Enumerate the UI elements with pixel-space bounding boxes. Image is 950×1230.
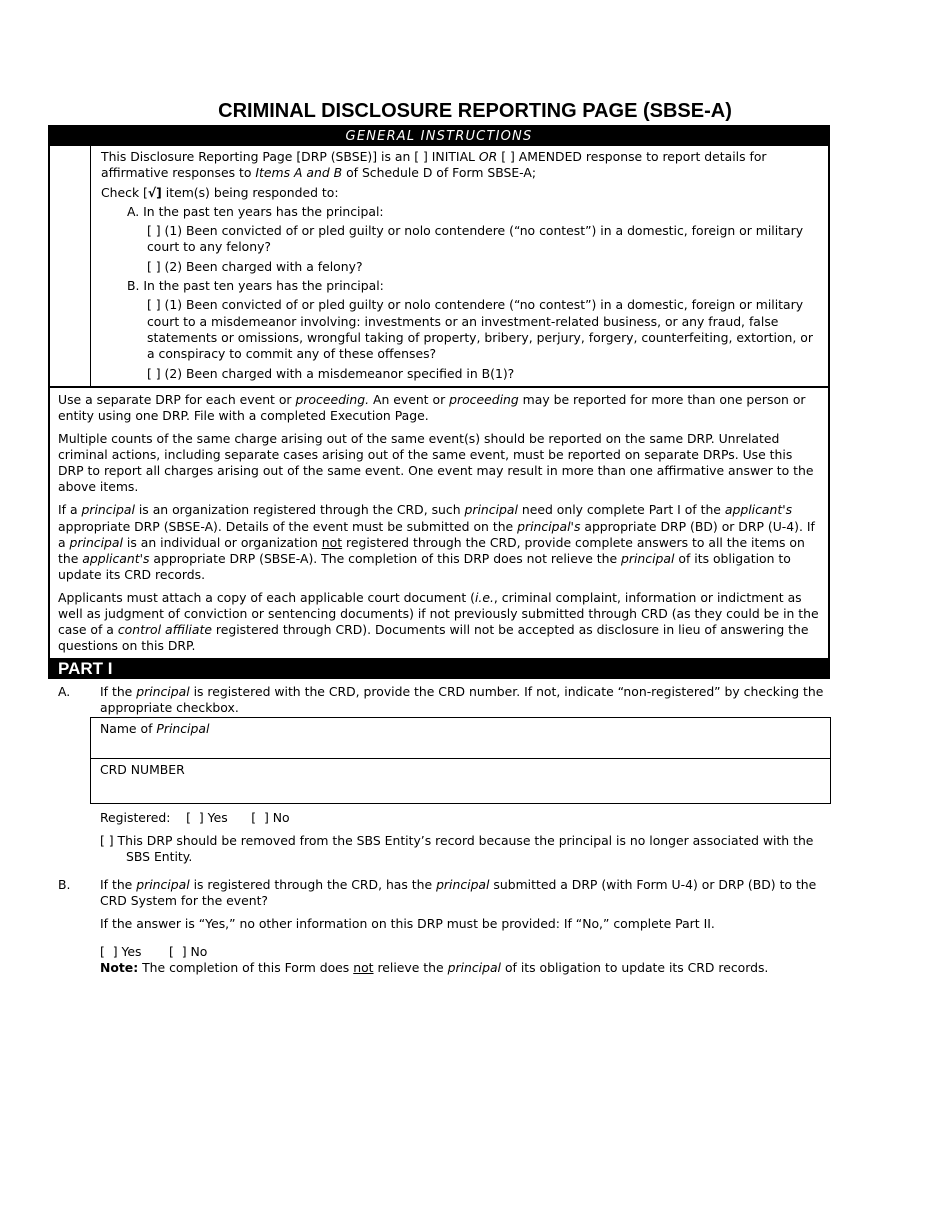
note-text: Note: The completion of this Form does not relieve the principal of its obligation to update its CRD records. — [100, 960, 769, 975]
answer-instruction: If the answer is “Yes,” no other information on this DRP must be provided: If “No,” complete Part II. — [100, 916, 715, 931]
principal-info-box — [90, 717, 831, 804]
item-a2-checkbox[interactable]: [ ] (2) Been charged with a felony? — [147, 258, 363, 274]
item-a1-checkbox[interactable]: [ ] (1) Been convicted of or pled guilty or nolo contendere (“no contest”) in a domestic, foreign or military court to any felony? — [147, 223, 804, 255]
side-column — [50, 146, 91, 386]
yes-no-checkboxes[interactable]: [ ] Yes [ ] No — [100, 944, 208, 959]
item-b1-checkbox[interactable]: [ ] (1) Been convicted of or pled guilty or nolo contendere (“no contest”) in a domestic, foreign or military court to a misdemeanor involving: investments or an investment-related business, or any fraud, false statements or omissions, wrongful taking of property, bribery, perjury, forgery, counterfeiting, extortion, or a conspiracy to commit any of these offenses? — [147, 297, 813, 362]
instruction-p1: Use a separate DRP for each event or proceeding. An event or proceeding may be reported for more than one person or entity using one DRP. File with a completed Execution Page. — [58, 391, 806, 423]
instruction-p3: If a principal is an organization registered through the CRD, such principal need only complete Part I of the applicant's appropriate DRP (SBSE-A). Details of the event must be submitted on the principal's appropriate DRP (BD) or DRP (U-4). If a principal is an individual or organization not registered through the CRD, provide complete answers to all the items on the applicant's appropriate DRP (SBSE-A). The completion of this DRP does not relieve the principal of its obligation to update its CRD records. — [58, 502, 815, 582]
page-title: CRIMINAL DISCLOSURE REPORTING PAGE (SBSE-A) — [218, 100, 732, 122]
item-b2-checkbox[interactable]: [ ] (2) Been charged with a misdemeanor specified in B(1)? — [147, 365, 515, 381]
crd-number-field[interactable]: CRD NUMBER — [100, 762, 185, 777]
item-a-label: A. In the past ten years has the principal: — [127, 203, 384, 219]
registered-checkboxes[interactable]: Registered: [ ] Yes [ ] No — [100, 810, 290, 825]
item-b-question: If the principal is registered through the CRD, has the principal submitted a DRP (with Form U-4) or DRP (BD) to the CRD System for the event? — [100, 877, 817, 909]
remove-checkbox[interactable]: [ ] This DRP should be removed from the SBS Entity’s record because the principal is no longer associated with the SBS Entity. — [100, 833, 814, 865]
principal-name-field[interactable]: Name of Principal — [91, 718, 830, 759]
instructions-frame — [48, 125, 830, 679]
instruction-p4: Applicants must attach a copy of each applicable court document (i.e., criminal complaint, information or indictment as well as judgment of conviction or sentencing documents) if not previously submitted through CRD (as they could be in the case of a control affiliate registered through CRD). Documents will not be accepted as disclosure in lieu of answering the questions on this DRP. — [58, 589, 819, 654]
instruction-paragraphs — [50, 388, 828, 654]
item-check-body — [91, 146, 828, 386]
instruction-p2: Multiple counts of the same charge arising out of the same event(s) should be reported on the same DRP. Unrelated criminal actions, including separate cases arising out of the same event, must be reported on separate DRPs. Use this DRP to report all charges arising out of the same event. One event may result in more than one affirmative answer to the above items. — [58, 431, 814, 495]
item-b-letter: B. — [58, 877, 71, 892]
check-instruction: Check [√] item(s) being responded to: — [101, 184, 339, 200]
part-one-header: PART I — [50, 658, 828, 679]
intro-text: This Disclosure Reporting Page [DRP (SBSE)] is an [ ] INITIAL OR [ ] AMENDED response to report details for affirmative responses to Items A and B of Schedule D of Form SBSE-A; — [101, 149, 767, 181]
item-a-question: If the principal is registered with the CRD, provide the CRD number. If not, indicate “non-registered” by checking the appropriate checkbox. — [100, 684, 824, 716]
item-a-letter: A. — [58, 684, 71, 699]
general-instructions-header: GENERAL INSTRUCTIONS — [50, 127, 828, 146]
item-check-section — [50, 146, 828, 388]
item-b-label: B. In the past ten years has the principal: — [127, 278, 384, 294]
